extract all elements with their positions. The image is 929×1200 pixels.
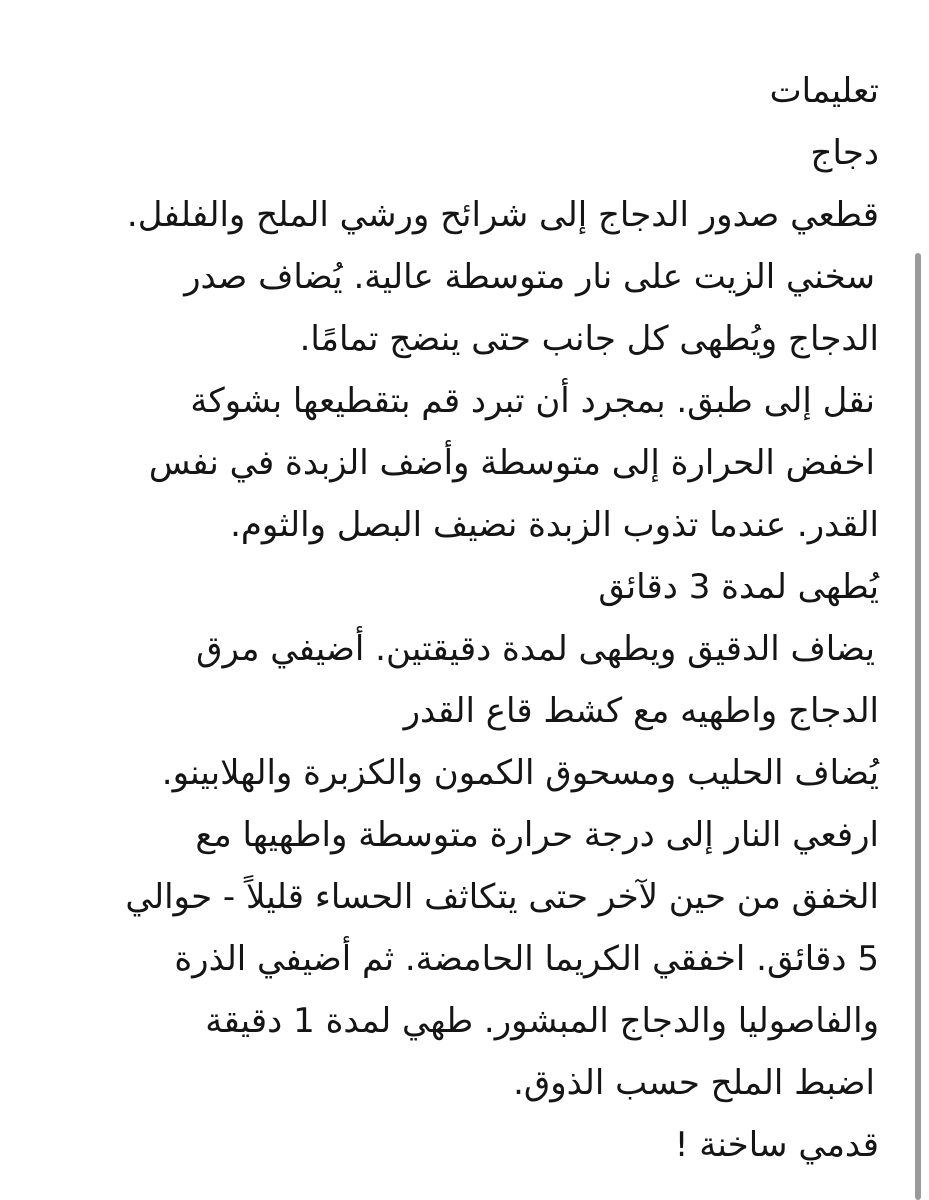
instruction-line: يُضاف الحليب ومسحوق الكمون والكزبرة والهلابينو. bbox=[161, 753, 879, 793]
instruction-line: يضاف الدقيق ويطهى لمدة دقيقتين. أضيفي مرق bbox=[196, 629, 875, 669]
instruction-line: والفاصوليا والدجاج المبشور. طهي لمدة 1 دقيقة bbox=[205, 1001, 879, 1041]
instruction-line: الدجاج ويُطهى كل جانب حتى ينضج تمامًا. bbox=[299, 319, 879, 359]
instruction-line: يُطهى لمدة 3 دقائق bbox=[598, 567, 879, 607]
instruction-line: 5 دقائق. اخفقي الكريما الحامضة. ثم أضيفي الذرة bbox=[174, 939, 879, 979]
instruction-line: سخني الزيت على نار متوسطة عالية. يُضاف صدر bbox=[184, 257, 875, 297]
instruction-line: القدر. عندما تذوب الزبدة نضيف البصل والثوم. bbox=[230, 505, 879, 545]
instruction-line: الخفق من حين لآخر حتى يتكاثف الحساء قليلاً - حوالي bbox=[125, 877, 879, 917]
instruction-line: اضبط الملح حسب الذوق. bbox=[513, 1063, 875, 1103]
instruction-line: الدجاج واطهيه مع كشط قاع القدر bbox=[403, 691, 879, 731]
instruction-line: ارفعي النار إلى درجة حرارة متوسطة واطهيها مع bbox=[195, 815, 879, 855]
vertical-scrollbar[interactable] bbox=[915, 253, 921, 1200]
instructions-heading: تعليمات bbox=[769, 71, 879, 111]
instruction-line: اخفض الحرارة إلى متوسطة وأضف الزبدة في نفس bbox=[148, 443, 875, 483]
section-heading-chicken: دجاج bbox=[810, 133, 879, 173]
recipe-instructions bbox=[79, 60, 879, 1176]
instruction-line: قدمي ساخنة ! bbox=[674, 1125, 879, 1165]
instruction-line: نقل إلى طبق. بمجرد أن تبرد قم بتقطيعها بشوكة bbox=[190, 381, 875, 421]
instruction-line: قطعي صدور الدجاج إلى شرائح ورشي الملح والفلفل. bbox=[126, 195, 879, 235]
